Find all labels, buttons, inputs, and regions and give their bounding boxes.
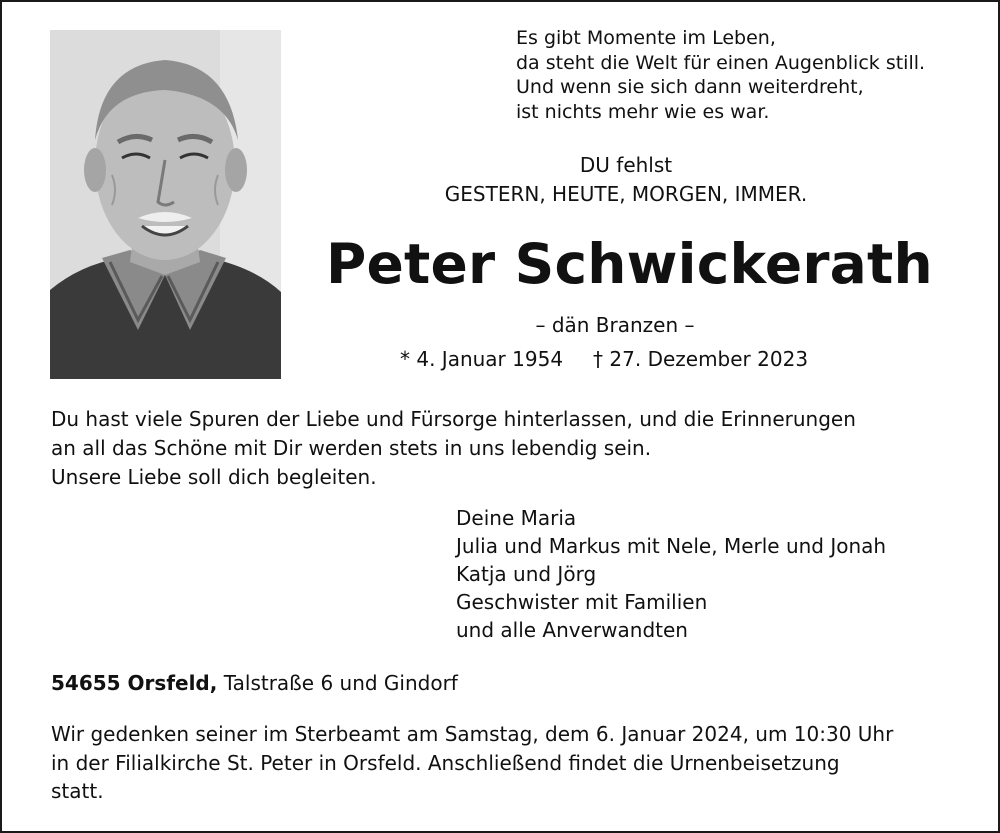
poem-line: ist nichts mehr wie es war. [516,100,770,123]
missed-line-1: DU fehlst [579,153,673,177]
service-line: Wir gedenken seiner im Sterbeamt am Samstag, dem 6. Januar 2024, um 10:30 Uhr [51,722,894,746]
tribute-line: Du hast viele Spuren der Liebe und Fürsorge hinterlassen, und die Erinnerungen [51,407,856,431]
portrait-photo [50,30,281,379]
deceased-name: Peter Schwickerath [326,232,933,296]
mourner-entry: und alle Anverwandten [456,618,688,642]
death-date: † 27. Dezember 2023 [593,347,809,371]
tribute-text [51,405,961,492]
portrait-illustration [50,30,281,379]
address-town: 54655 Orsfeld, [51,671,218,695]
family-address [51,668,458,698]
deceased-nickname: – dän Branzen – [535,313,695,337]
poem-line: Es gibt Momente im Leben, [516,27,776,49]
poem-verse [516,26,925,124]
service-line: statt. [51,779,104,803]
mourner-entry: Deine Maria [456,506,577,530]
address-street: Talstraße 6 und Gindorf [223,671,458,695]
birth-date: * 4. Januar 1954 [400,347,564,371]
life-dates [400,343,808,375]
mourner-entry: Katja und Jörg [456,562,597,586]
poem-line: Und wenn sie sich dann weiterdreht, [516,76,864,98]
service-line: in der Filialkirche St. Peter in Orsfeld. Anschließend findet die Urnenbeisetzung [51,750,840,775]
mourners-list [456,504,886,644]
missed-phrase [396,151,856,209]
tribute-line: Unsere Liebe soll dich begleiten. [51,465,377,489]
service-notice [51,720,961,806]
mourner-entry: Julia und Markus mit Nele, Merle und Jonah [456,534,887,558]
mourner-entry: Geschwister mit Familien [456,590,708,614]
missed-line-2: GESTERN, HEUTE, MORGEN, IMMER. [444,182,808,206]
poem-line: da steht die Welt für einen Augenblick still. [516,51,926,74]
tribute-line: an all das Schöne mit Dir werden stets in uns lebendig sein. [51,436,652,460]
